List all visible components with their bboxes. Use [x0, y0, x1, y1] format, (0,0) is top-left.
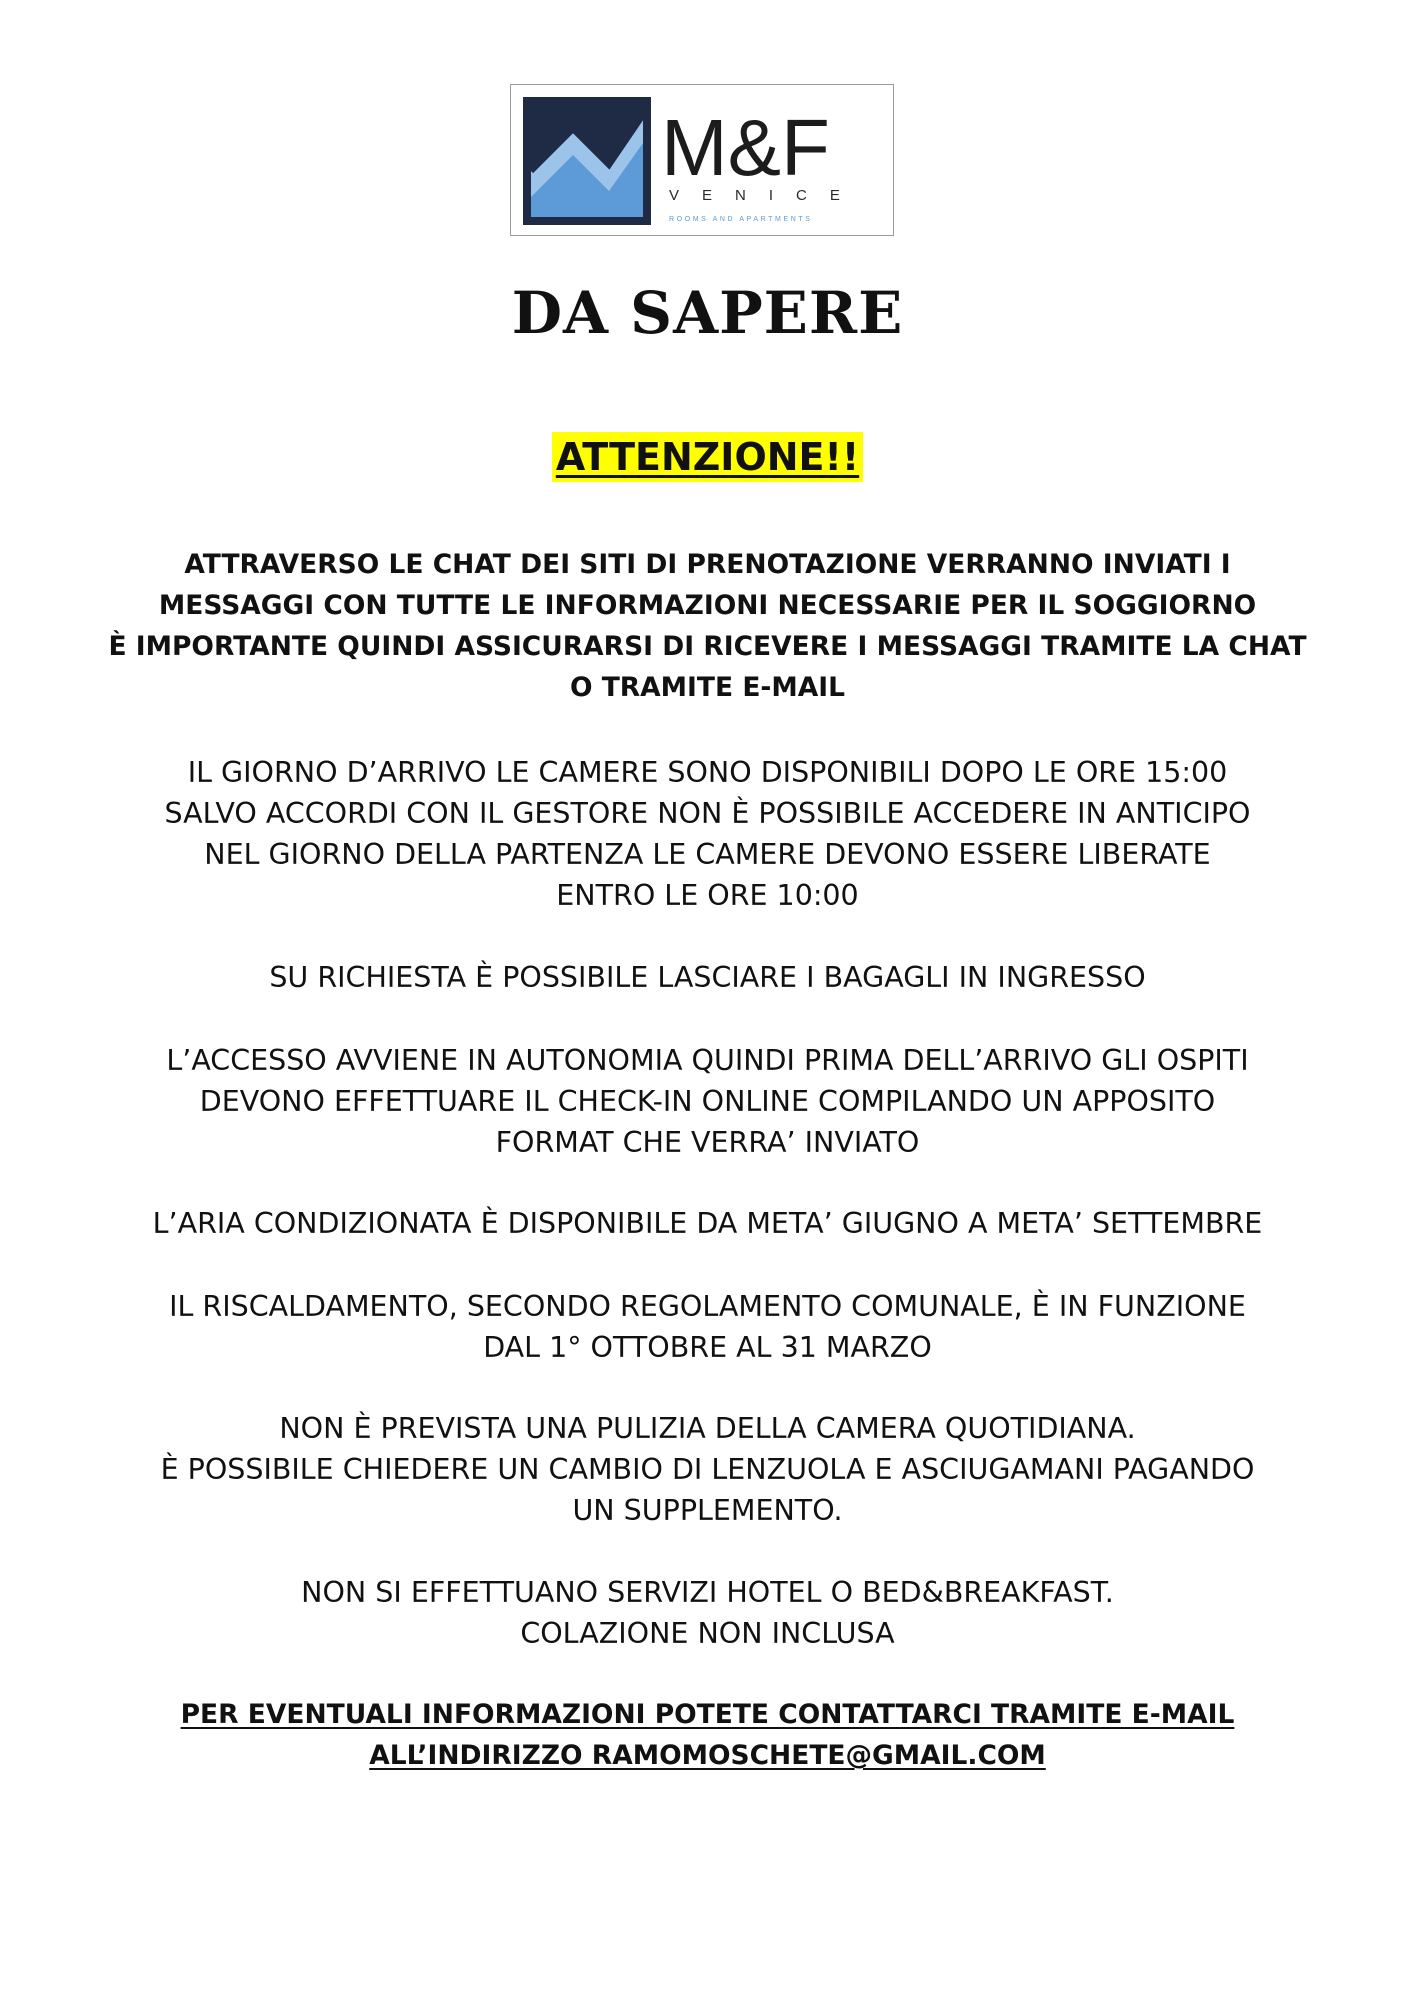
access-line: L’ACCESSO AVVIENE IN AUTONOMIA QUINDI PRIMA DELL’ARRIVO GLI OSPITI [166, 1044, 1249, 1077]
checkin-times-rule [60, 752, 1355, 916]
luggage-line: SU RICHIESTA È POSSIBILE LASCIARE I BAGAGLI IN INGRESSO [269, 961, 1146, 994]
services-line: NON SI EFFETTUANO SERVIZI HOTEL O BED&BREAKFAST. [301, 1576, 1114, 1609]
heating-line: IL RISCALDAMENTO, SECONDO REGOLAMENTO COMUNALE, È IN FUNZIONE [169, 1290, 1246, 1323]
booking-notice [60, 544, 1355, 708]
access-line: FORMAT CHE VERRA’ INVIATO [495, 1126, 920, 1159]
brand-logo [510, 84, 894, 236]
checkin-times-line: SALVO ACCORDI CON IL GESTORE NON È POSSIBILE ACCEDERE IN ANTICIPO [164, 797, 1251, 830]
contact-info [60, 1694, 1355, 1776]
services-line: COLAZIONE NON INCLUSA [520, 1617, 895, 1650]
booking-notice-line: È IMPORTANTE QUINDI ASSICURARSI DI RICEVERE I MESSAGGI TRAMITE LA CHAT [108, 631, 1307, 662]
attention-label: ATTENZIONE!! [552, 432, 863, 482]
logo-graphic [511, 85, 895, 237]
access-rule [60, 1040, 1355, 1163]
cleaning-rule [60, 1408, 1355, 1531]
heating-rule [60, 1286, 1355, 1368]
cleaning-line: NON È PREVISTA UNA PULIZIA DELLA CAMERA QUOTIDIANA. [279, 1412, 1136, 1445]
checkin-times-line: ENTRO LE ORE 10:00 [556, 879, 859, 912]
luggage-rule [60, 957, 1355, 998]
booking-notice-line: MESSAGGI CON TUTTE LE INFORMAZIONI NECESSARIE PER IL SOGGIORNO [158, 590, 1257, 621]
attention-banner [0, 432, 1415, 482]
checkin-times-line: IL GIORNO D’ARRIVO LE CAMERE SONO DISPONIBILI DOPO LE ORE 15:00 [187, 756, 1228, 789]
cleaning-line: È POSSIBILE CHIEDERE UN CAMBIO DI LENZUOLA E ASCIUGAMANI PAGANDO [160, 1453, 1255, 1486]
booking-notice-line: O TRAMITE E-MAIL [569, 672, 846, 703]
air-conditioning-rule [60, 1203, 1355, 1244]
booking-notice-line: ATTRAVERSO LE CHAT DEI SITI DI PRENOTAZIONE VERRANNO INVIATI I [184, 549, 1231, 580]
cleaning-line: UN SUPPLEMENTO. [572, 1494, 843, 1527]
checkin-times-line: NEL GIORNO DELLA PARTENZA LE CAMERE DEVONO ESSERE LIBERATE [204, 838, 1211, 871]
heating-line: DAL 1° OTTOBRE AL 31 MARZO [483, 1331, 932, 1364]
logo-brand-text: M&F [661, 103, 830, 192]
services-rule [60, 1572, 1355, 1654]
logo-tagline-text: ROOMS AND APARTMENTS [669, 216, 813, 223]
contact-email-line: ALL’INDIRIZZO RAMOMOSCHETE@GMAIL.COM [369, 1740, 1046, 1771]
air-conditioning-line: L’ARIA CONDIZIONATA È DISPONIBILE DA META’ GIUGNO A META’ SETTEMBRE [152, 1207, 1263, 1240]
page-title: DA SAPERE [511, 279, 904, 347]
logo-city-text: VENICE [669, 187, 863, 204]
contact-line: PER EVENTUALI INFORMAZIONI POTETE CONTATTARCI TRAMITE E-MAIL [180, 1699, 1235, 1730]
access-line: DEVONO EFFETTUARE IL CHECK-IN ONLINE COMPILANDO UN APPOSITO [199, 1085, 1216, 1118]
